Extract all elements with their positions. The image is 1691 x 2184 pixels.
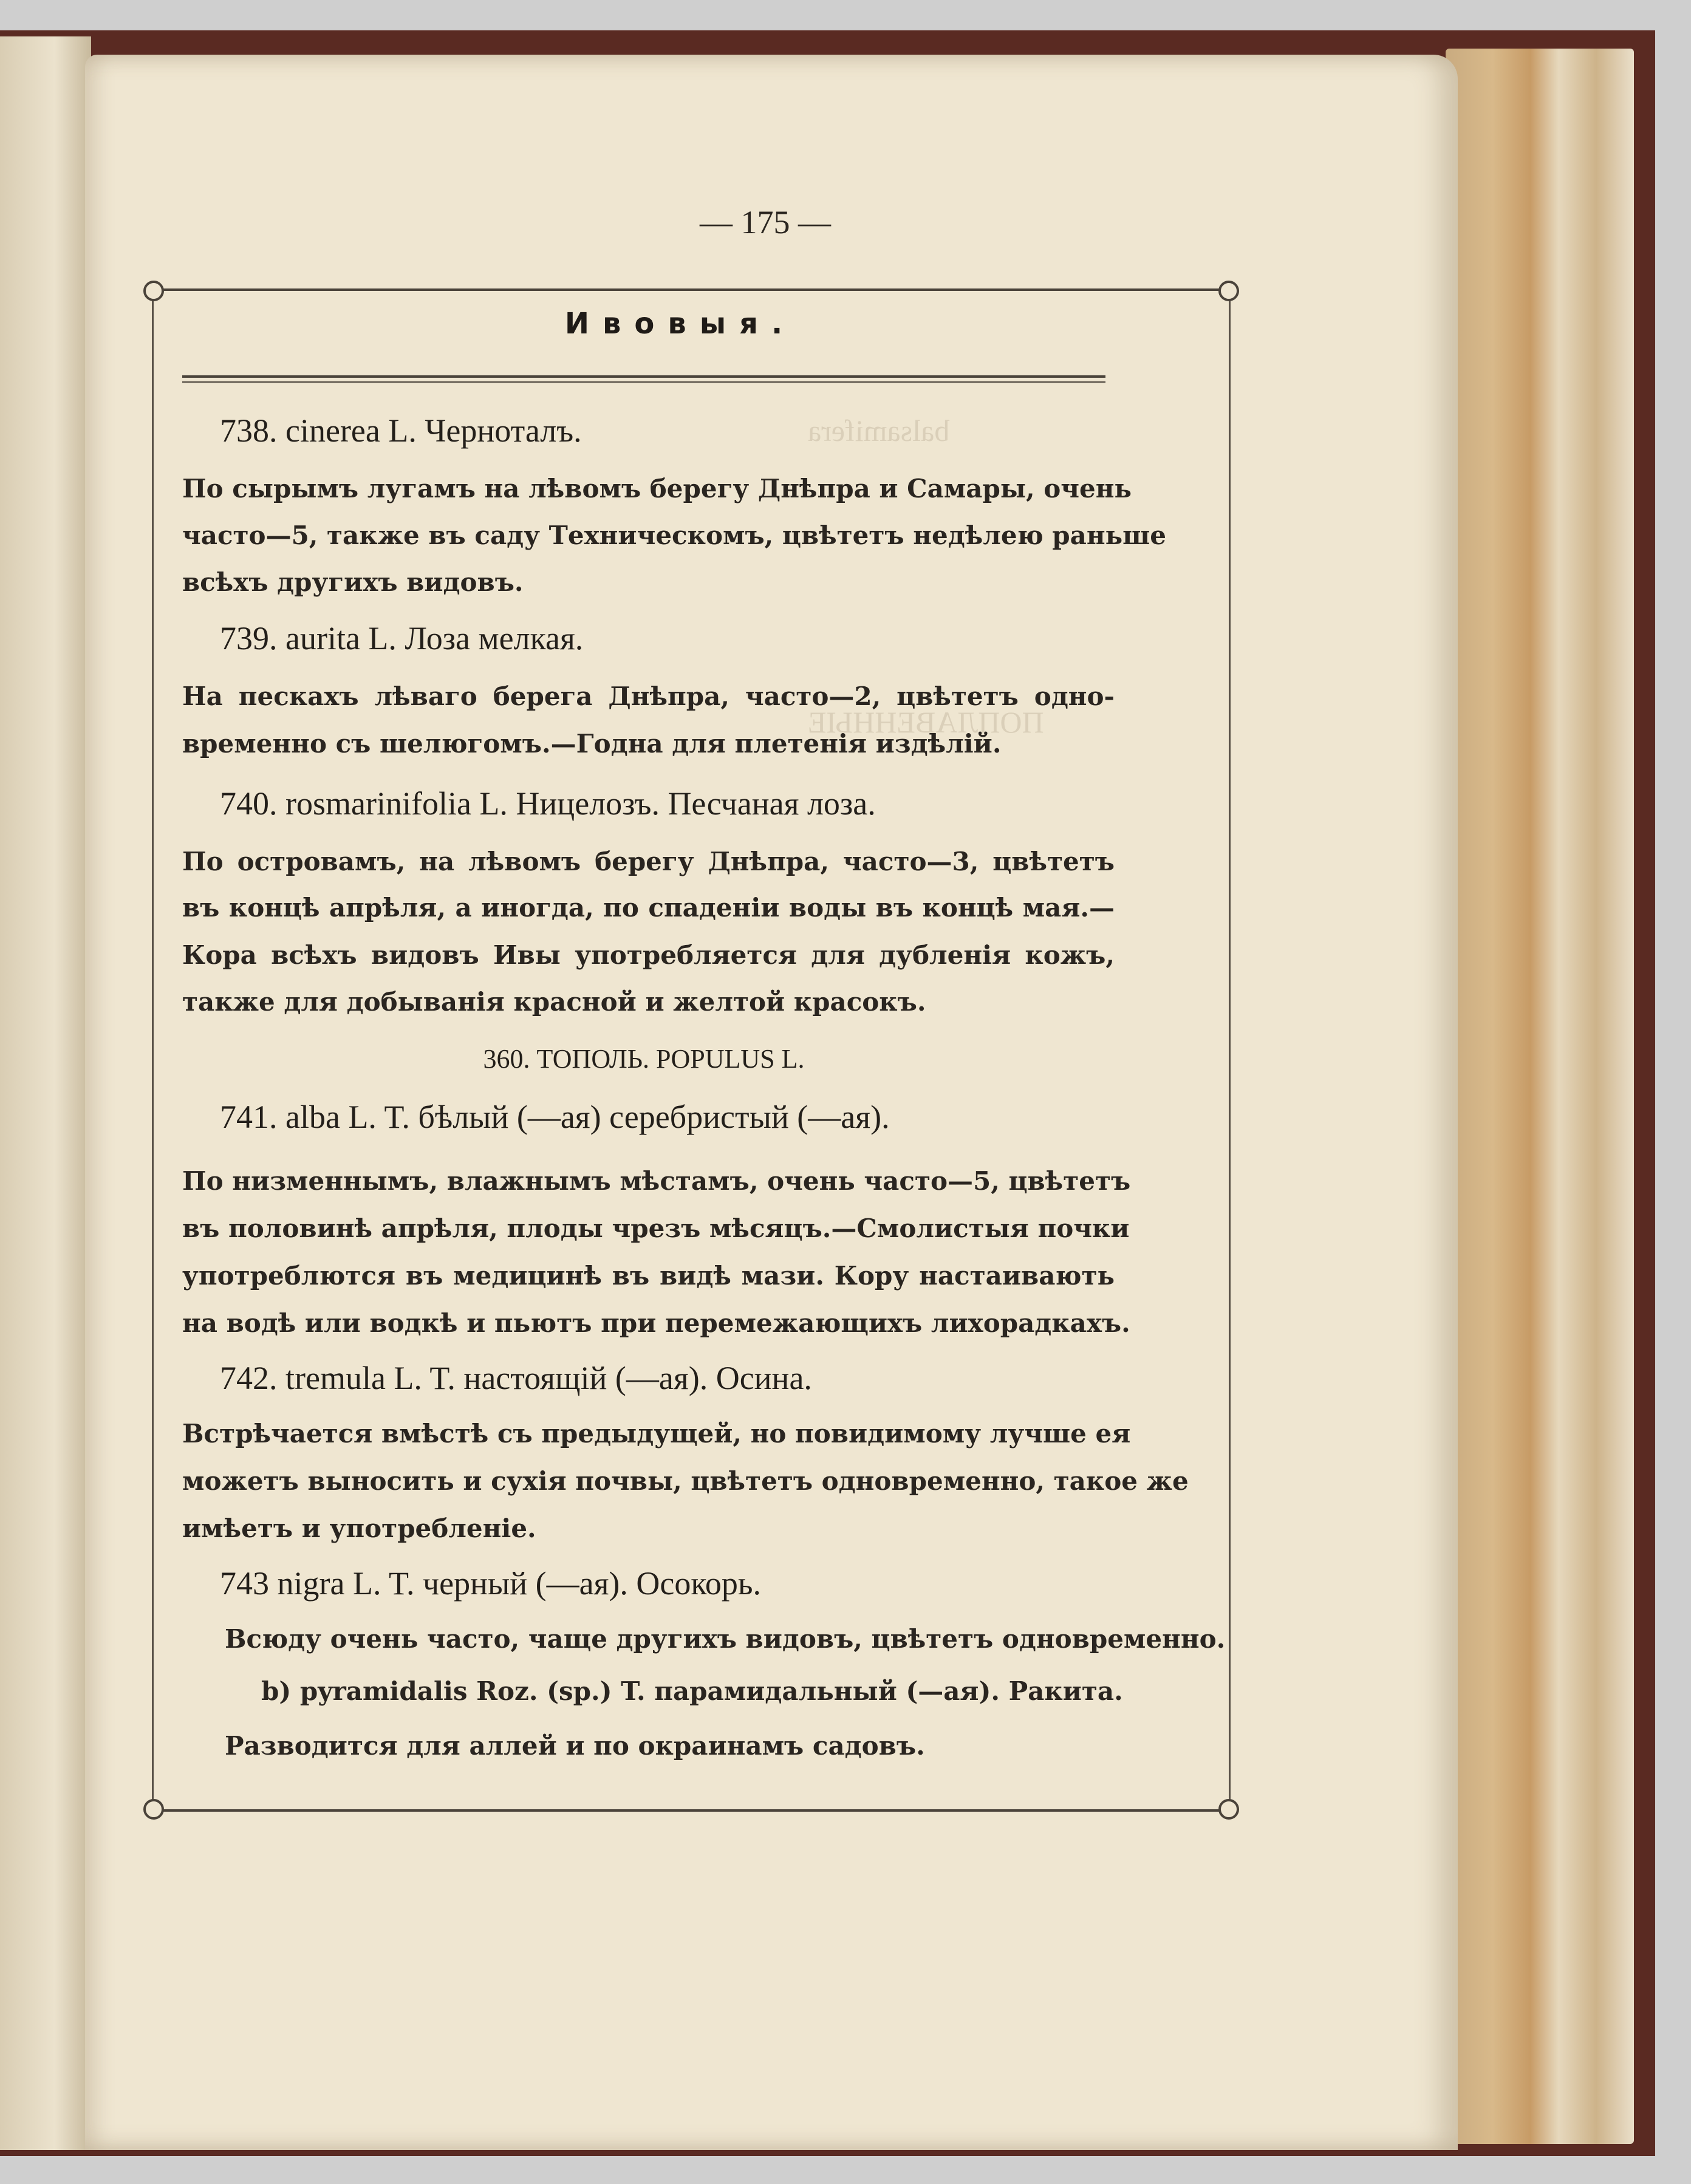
entry-text-line: По низменнымъ, влажнымъ мѣстамъ, очень часто—5, цвѣтетъ <box>182 1166 1131 1196</box>
page-number: — 175 — <box>700 204 831 241</box>
entry-text-line: употреблются въ медицинѣ въ видѣ мази. Кору настаивають <box>182 1261 1115 1291</box>
frame-corner-ornament <box>143 1799 164 1820</box>
entry-heading: 738. cinerea L. Черноталъ. <box>220 412 582 449</box>
entry-text-line: можетъ выносить и сухія почвы, цвѣтетъ одновременно, такое же <box>182 1466 1189 1496</box>
entry-text-line: Кора всѣхъ видовъ Ивы употребляется для дубленія кожъ, <box>182 940 1115 970</box>
entry-text-line: Встрѣчается вмѣстѣ съ предыдущей, но повидимому лучше ея <box>182 1419 1131 1449</box>
bleed-through-text: balsamifera <box>808 414 950 448</box>
entry-text-line: Всюду очень часто, чаще другихъ видовъ, цвѣтетъ одновременно. <box>225 1624 1226 1654</box>
entry-text-line: b) pyramidalis Roz. (sp.) T. парамидальный (—ая). Ракита. <box>261 1676 1123 1706</box>
entry-text-line: имѣетъ и употребленіе. <box>182 1513 536 1543</box>
frame-corner-ornament <box>1218 1799 1239 1820</box>
genus-heading: 360. ТОПОЛЬ. POPULUS L. <box>483 1044 805 1074</box>
frame-corner-ornament <box>1218 281 1239 301</box>
frame-corner-ornament <box>143 281 164 301</box>
entry-text-line: также для добыванія красной и желтой красокъ. <box>182 987 926 1017</box>
entry-text-line: По островамъ, на лѣвомъ берегу Днѣпра, часто—3, цвѣтетъ <box>182 847 1115 876</box>
entry-text-line: часто—5, также въ саду Техническомъ, цвѣтетъ недѣлею раньше <box>182 520 1166 550</box>
heading-rule <box>182 375 1105 383</box>
entry-text-line: временно съ шелюгомъ.—Годна для плетенія издѣлій. <box>182 729 1002 759</box>
left-page-edge <box>0 36 91 2150</box>
entry-heading: 742. tremula L. T. настоящій (—ая). Осина. <box>220 1360 812 1396</box>
bleed-through-text: ПОПЛАВЕННЫЕ <box>808 705 1044 739</box>
entry-text-line: По сырымъ лугамъ на лѣвомъ берегу Днѣпра и Самары, очень <box>182 474 1132 503</box>
entry-heading: 740. rosmarinifolia L. Ницелозъ. Песчаная лоза. <box>220 785 876 822</box>
section-heading: Ивовыя. <box>564 307 796 341</box>
entry-text-line: всѣхъ другихъ видовъ. <box>182 567 524 597</box>
entry-text-line: На пескахъ лѣваго берега Днѣпра, часто—2, цвѣтетъ одно- <box>182 681 1115 711</box>
entry-text-line: въ половинѣ апрѣля, плоды чрезъ мѣсяцъ.—Смолистыя почки <box>182 1213 1130 1243</box>
entry-heading: 741. alba L. T. бѣлый (—ая) серебристый (—ая). <box>220 1099 890 1135</box>
entry-text-line: въ концѣ апрѣля, а иногда, по спаденіи воды въ концѣ мая.— <box>182 893 1115 923</box>
entry-text-line: Разводится для аллей и по окраинамъ садовъ. <box>225 1731 925 1761</box>
page-stack-edges <box>1446 49 1634 2144</box>
entry-text-line: на водѣ или водкѣ и пьютъ при перемежающихъ лихорадкахъ. <box>182 1308 1130 1338</box>
entry-heading: 743 nigra L. T. черный (—ая). Осокорь. <box>220 1565 761 1602</box>
entry-heading: 739. aurita L. Лоза мелкая. <box>220 620 584 657</box>
